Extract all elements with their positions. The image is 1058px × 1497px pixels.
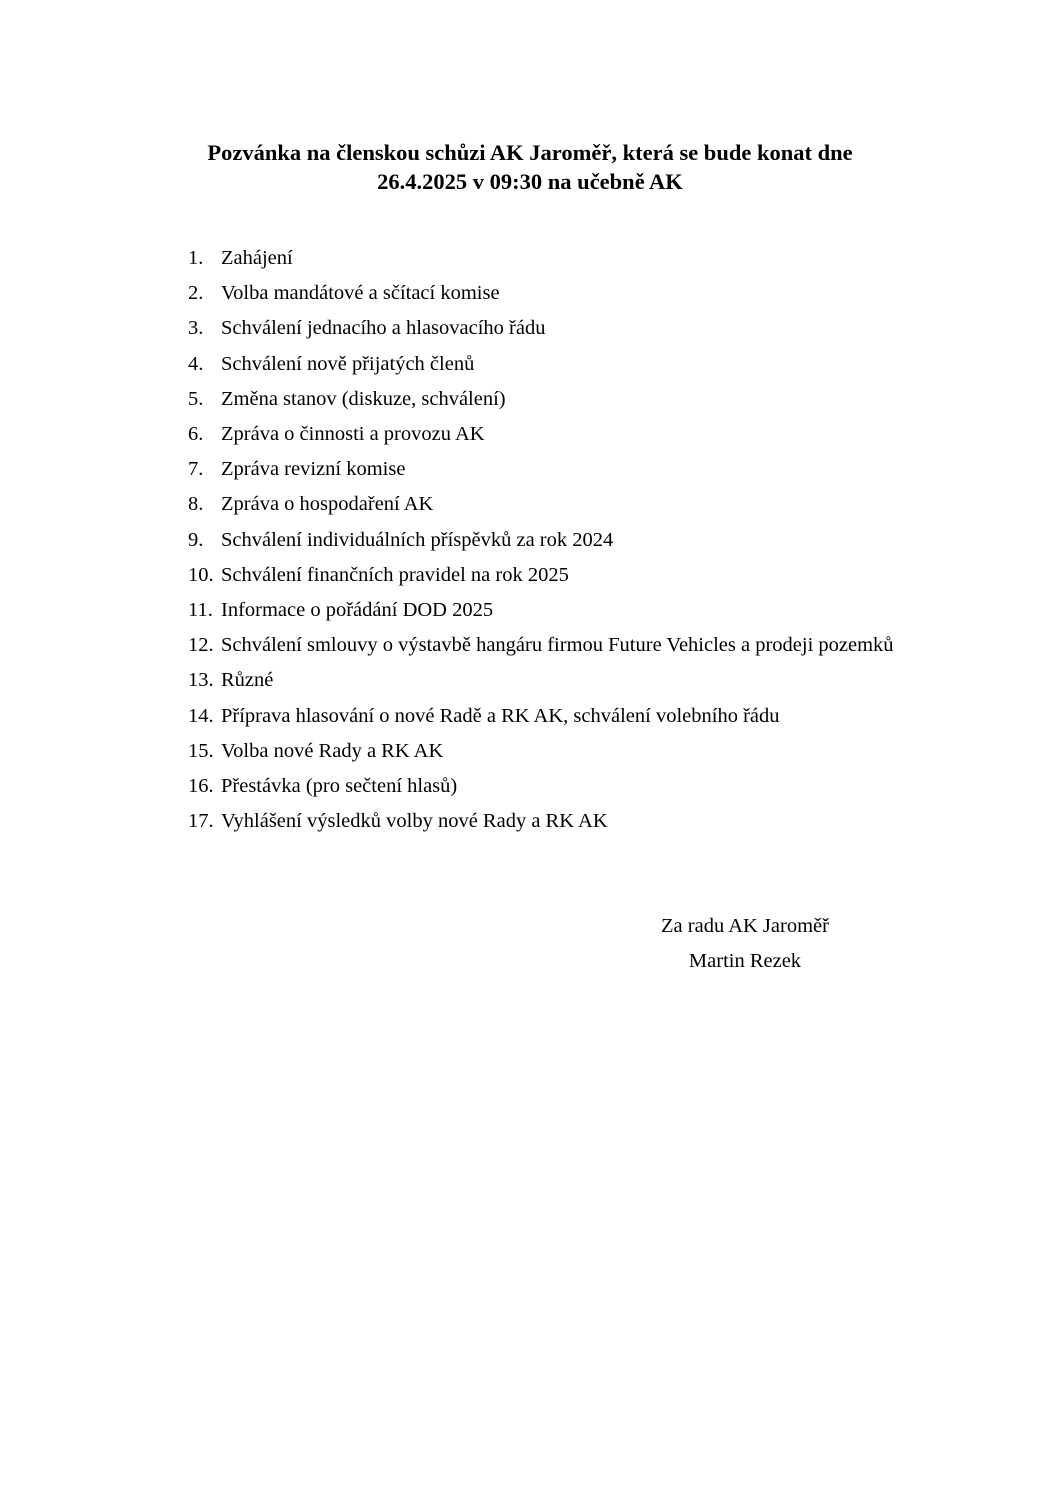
agenda-list — [188, 241, 894, 839]
agenda-item — [188, 382, 894, 417]
agenda-item-text: Zpráva o hospodaření AK — [221, 493, 434, 516]
agenda-item-number: 15. — [188, 739, 214, 762]
agenda-item-text: Schválení individuálních příspěvků za rok 2024 — [221, 528, 614, 551]
agenda-item-text: Schválení finančních pravidel na rok 2025 — [221, 563, 569, 586]
agenda-item — [188, 347, 894, 382]
agenda-item-number: 7. — [188, 458, 204, 481]
agenda-item-number: 4. — [188, 352, 204, 375]
agenda-item — [188, 804, 894, 839]
agenda-item-number: 16. — [188, 775, 214, 798]
agenda-item-text: Vyhlášení výsledků volby nové Rady a RK AK — [221, 810, 608, 833]
agenda-item — [188, 311, 894, 346]
agenda-item-text: Změna stanov (diskuze, schválení) — [221, 387, 506, 410]
agenda-item-text: Informace o pořádání DOD 2025 — [221, 599, 494, 622]
agenda-item-number: 1. — [188, 247, 204, 269]
agenda-item-text: Zpráva o činnosti a provozu AK — [221, 423, 485, 446]
agenda-item — [188, 734, 894, 769]
title-line-1: Pozvánka na členskou schůzi AK Jaroměř, která se bude konat dne — [207, 140, 853, 165]
agenda-item-number: 13. — [188, 669, 214, 692]
agenda-item-text: Zahájení — [221, 247, 293, 269]
agenda-item-number: 17. — [188, 810, 214, 833]
agenda-item-number: 2. — [188, 282, 204, 305]
agenda-item — [188, 558, 894, 593]
agenda-item-number: 6. — [188, 423, 204, 446]
agenda-item-text: Příprava hlasování o nové Radě a RK AK, schválení volebního řádu — [221, 704, 780, 727]
agenda-item-text: Zpráva revizní komise — [221, 458, 406, 481]
agenda-item — [188, 699, 894, 734]
agenda-item-text: Volba nové Rady a RK AK — [221, 739, 444, 762]
page-title — [120, 138, 940, 196]
agenda-item-number: 10. — [188, 563, 214, 586]
agenda-item — [188, 593, 894, 628]
agenda-item-text: Schválení nově přijatých členů — [221, 352, 475, 375]
agenda-item-number: 3. — [188, 317, 204, 340]
agenda-item-number: 12. — [188, 634, 214, 657]
agenda-item-number: 14. — [188, 704, 214, 727]
signature-block — [640, 909, 850, 979]
signature-name: Martin Rezek — [688, 950, 802, 973]
agenda-item-number: 9. — [188, 528, 204, 551]
agenda-item — [188, 487, 894, 522]
agenda-item-text: Přestávka (pro sečtení hlasů) — [221, 775, 458, 798]
agenda-item — [188, 628, 894, 663]
signature-organization: Za radu AK Jaroměř — [661, 915, 829, 937]
agenda-item — [188, 452, 894, 487]
title-line-2: 26.4.2025 v 09:30 na učebně AK — [377, 169, 683, 194]
agenda-item — [188, 241, 894, 276]
agenda-item — [188, 417, 894, 452]
agenda-item — [188, 769, 894, 804]
agenda-item-text: Schválení jednacího a hlasovacího řádu — [221, 317, 546, 340]
agenda-item-number: 11. — [188, 599, 213, 622]
agenda-item-text: Různé — [221, 669, 274, 692]
agenda-item — [188, 276, 894, 311]
agenda-item-text: Volba mandátové a sčítací komise — [221, 282, 500, 305]
agenda-item — [188, 663, 894, 698]
agenda-item-number: 8. — [188, 493, 204, 516]
agenda-item — [188, 523, 894, 558]
agenda-item-text: Schválení smlouvy o výstavbě hangáru firmou Future Vehicles a prodeji pozemků — [221, 634, 894, 657]
agenda-item-number: 5. — [188, 387, 204, 410]
